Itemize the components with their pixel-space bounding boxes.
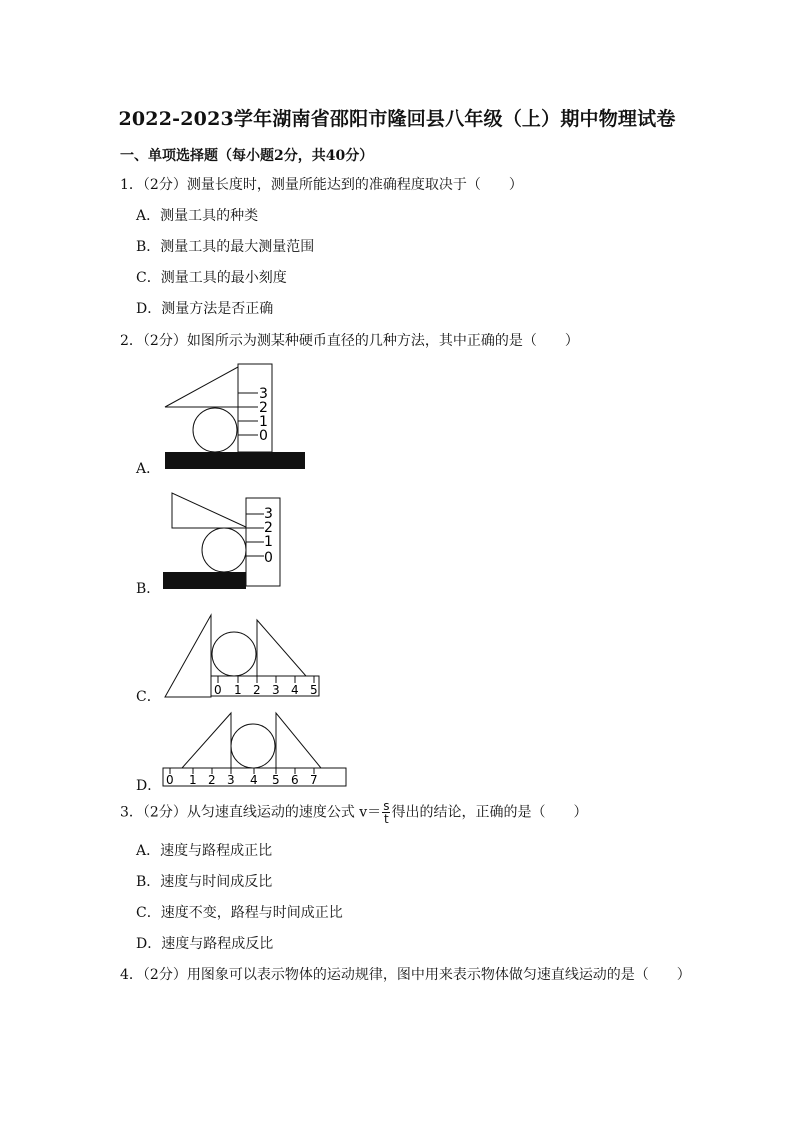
q2-figure-d (160, 708, 350, 790)
velocity-fraction (382, 800, 390, 825)
q3-stem-post: 得出的结论，正确的是（ ） (391, 804, 588, 821)
tick-label: 1 (234, 683, 242, 697)
tick-label: 2 (264, 520, 273, 536)
tick-label: 0 (259, 428, 268, 444)
tick-label: 3 (227, 773, 235, 787)
question-3-stem (120, 800, 587, 825)
tick-label: 4 (291, 683, 299, 697)
question-2-stem: 2．（2分）如图所示为测某种硬币直径的几种方法，其中正确的是（ ） (120, 333, 579, 349)
q1-option-a: A．测量工具的种类 (136, 208, 259, 224)
tick-label: 3 (272, 683, 280, 697)
fraction-numerator: s (383, 799, 390, 813)
tick-label: 2 (253, 683, 261, 697)
question-1-stem: 1．（2分）测量长度时，测量所能达到的准确程度取决于（ ） (120, 177, 523, 193)
q1-option-c: C．测量工具的最小刻度 (136, 270, 287, 286)
q1-option-b: B．测量工具的最大测量范围 (136, 239, 315, 255)
tick-label: 0 (264, 550, 273, 566)
q3-option-d: D．速度与路程成反比 (136, 936, 274, 952)
page-title: 2022-2023学年湖南省邵阳市隆回县八年级（上）期中物理试卷 (118, 108, 676, 130)
q2-option-a-label: A． (136, 461, 161, 477)
q2-figure-c (160, 610, 330, 700)
q3-option-a: A．速度与路程成正比 (136, 843, 273, 859)
q3-option-b: B．速度与时间成反比 (136, 874, 273, 890)
tick-label: 3 (264, 506, 273, 522)
q2-option-d-label: D． (136, 778, 162, 794)
tick-label: 0 (214, 683, 222, 697)
tick-label: 7 (310, 773, 318, 787)
tick-label: 5 (310, 683, 318, 697)
tick-label: 1 (259, 414, 268, 430)
q3-option-c: C．速度不变，路程与时间成正比 (136, 905, 343, 921)
q2-figure-a (160, 362, 310, 472)
q2-option-c-label: C． (136, 689, 161, 705)
q2-figure-b (160, 490, 290, 590)
q3-stem-pre: 3．（2分）从匀速直线运动的速度公式 v＝ (120, 804, 382, 821)
section-heading: 一、单项选择题（每小题2分，共40分） (120, 148, 374, 164)
tick-label: 2 (208, 773, 216, 787)
q2-option-b-label: B． (136, 581, 161, 597)
tick-label: 6 (291, 773, 299, 787)
q1-option-d: D．测量方法是否正确 (136, 301, 274, 317)
tick-label: 0 (166, 773, 174, 787)
tick-label: 2 (259, 400, 268, 416)
fraction-denominator: t (383, 812, 389, 826)
tick-label: 4 (250, 773, 258, 787)
tick-label: 1 (264, 534, 273, 550)
question-4-stem: 4．（2分）用图象可以表示物体的运动规律，图中用来表示物体做匀速直线运动的是（ ） (120, 967, 691, 983)
tick-label: 3 (259, 386, 268, 402)
tick-label: 5 (272, 773, 280, 787)
tick-label: 1 (189, 773, 197, 787)
